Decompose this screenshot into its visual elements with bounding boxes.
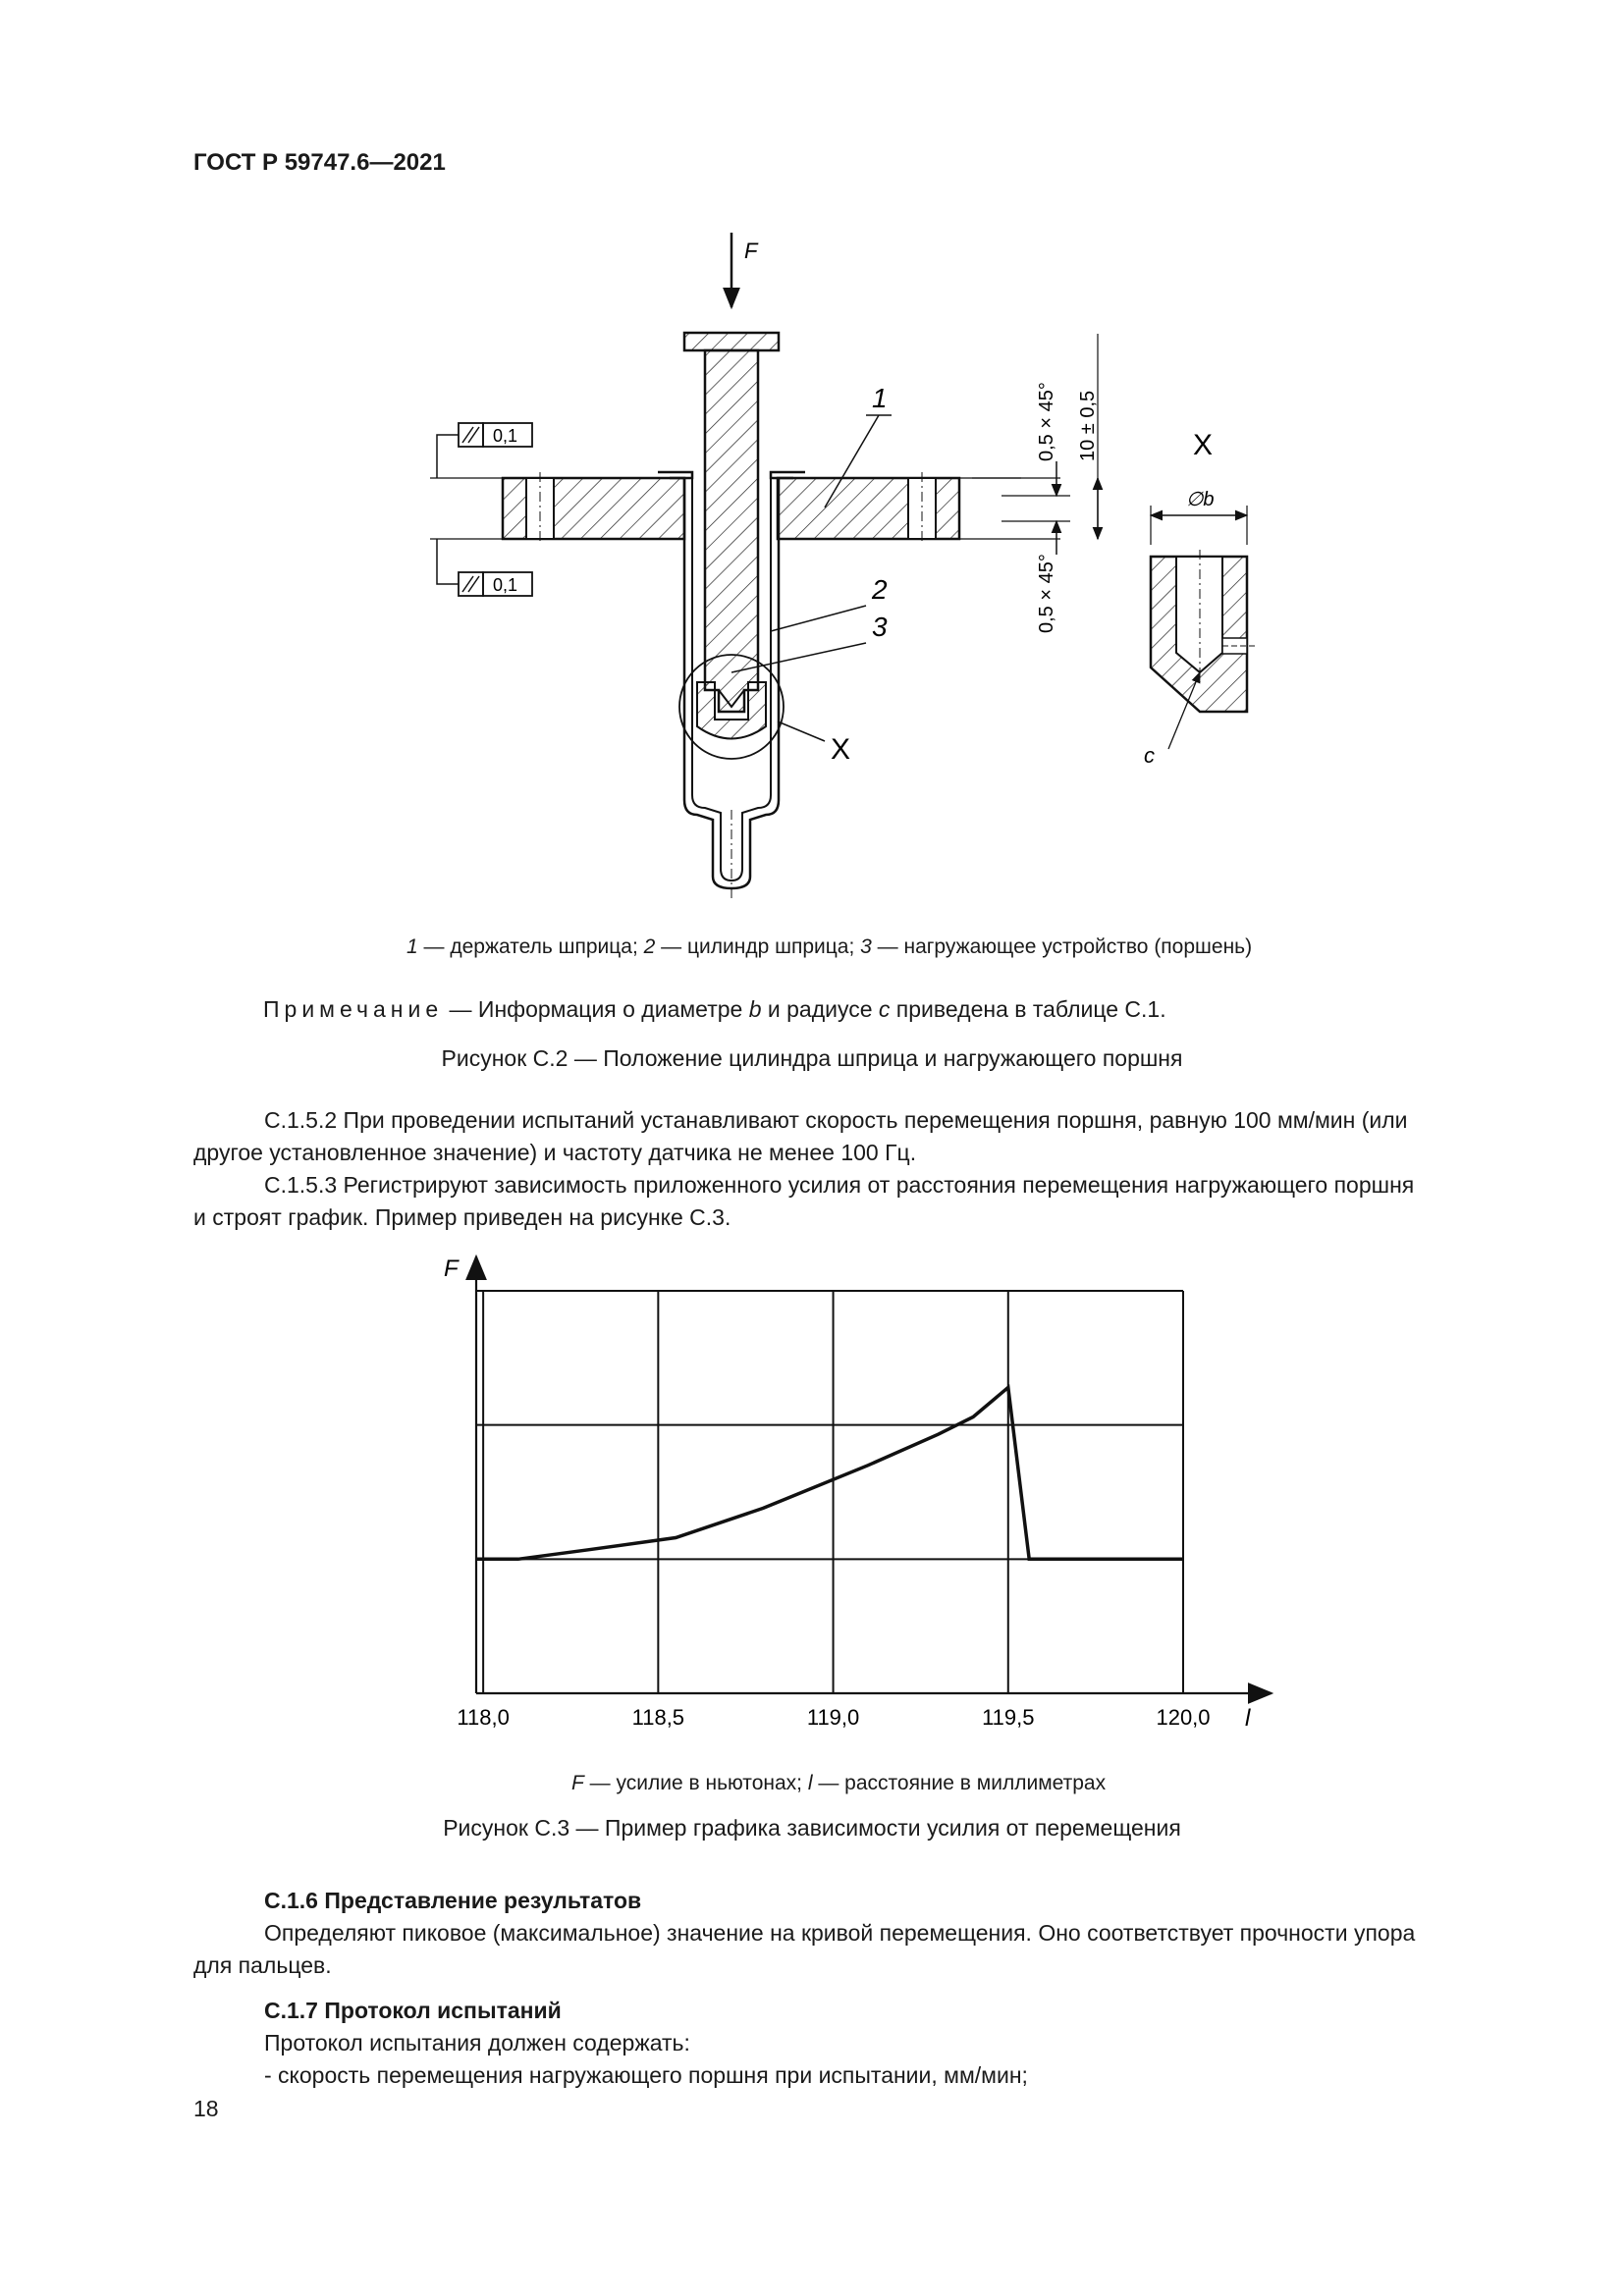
figure-c3-legend: F — усилие в ньютонах; l — расстояние в миллиметрах <box>571 1772 1107 1794</box>
x-tick-label: 118,0 <box>457 1705 510 1730</box>
tolerance-frame-top <box>430 423 532 478</box>
chamfer-top-label: 0,5 × 45° <box>1036 382 1057 461</box>
detail-label: X <box>831 733 851 766</box>
figure-c2-note: Примечание — Информация о диаметре b и радиусе c приведена в таблице С.1. <box>263 996 1166 1022</box>
x-axis-label: l <box>1245 1705 1251 1732</box>
x-tick-label: 119,5 <box>982 1705 1035 1730</box>
syringe-position-drawing <box>393 221 1316 908</box>
force-label: F <box>744 239 758 263</box>
x-tick-label: 118,5 <box>631 1705 685 1730</box>
radius-label: c <box>1144 743 1155 768</box>
figure-c2-legend: 1 — держатель шприца; 2 — цилиндр шприца; 3 — нагружающее устройство (поршень) <box>406 935 1253 958</box>
section-c16-title: С.1.6 Представление результатов <box>264 1888 642 1913</box>
tolerance-value-bottom: 0,1 <box>493 575 518 595</box>
paragraph-c152: С.1.5.2 При проведении испытаний устанавливают скорость перемещения поршня, равную 100 мм/мин (или другое установленное значение) и частоту датчика не менее 100 Гц. С.1.5.3 Регистрируют зависимость приложенного усилия от расстояния перемещения нагружающего поршня и строят график. Пример приведен на рисунке С.3. <box>193 1107 1415 1230</box>
part-3-label: 3 <box>872 612 888 642</box>
figure-c3-caption: Рисунок С.3 — Пример графика зависимости усилия от перемещения <box>443 1815 1181 1841</box>
y-axis-label: F <box>444 1255 459 1282</box>
thickness-label: 10 ± 0,5 <box>1077 390 1099 461</box>
diameter-label: ∅b <box>1186 489 1215 510</box>
tolerance-frame-bottom <box>430 539 532 596</box>
force-curve <box>476 1387 1183 1559</box>
force-displacement-chart <box>422 1247 1296 1757</box>
section-c17-title: С.1.7 Протокол испытаний <box>264 1998 562 2023</box>
detail-view-title: X <box>1193 429 1214 461</box>
plunger-head <box>684 333 779 350</box>
x-tick-label: 120,0 <box>1156 1705 1211 1730</box>
chamfer-bottom-label: 0,5 × 45° <box>1036 554 1057 633</box>
tolerance-value-top: 0,1 <box>493 426 518 446</box>
x-tick-label: 119,0 <box>806 1705 860 1730</box>
section-c16: С.1.6 Представление результатов Определяют пиковое (максимальное) значение на кривой перемещения. Оно соответствует прочности упора для пальцев. <box>193 1885 1568 1982</box>
part-1-label: 1 <box>872 383 888 413</box>
figure-c2-caption: Рисунок С.2 — Положение цилиндра шприца и нагружающего поршня <box>441 1045 1183 1071</box>
part-2-label: 2 <box>872 574 888 605</box>
document-header: ГОСТ Р 59747.6—2021 <box>193 149 446 176</box>
section-c17: С.1.7 Протокол испытаний Протокол испытания должен содержать: - скорость перемещения нагружающего поршня при испытании, мм/мин; <box>193 1995 1568 2092</box>
page-number: 18 <box>193 2096 219 2121</box>
